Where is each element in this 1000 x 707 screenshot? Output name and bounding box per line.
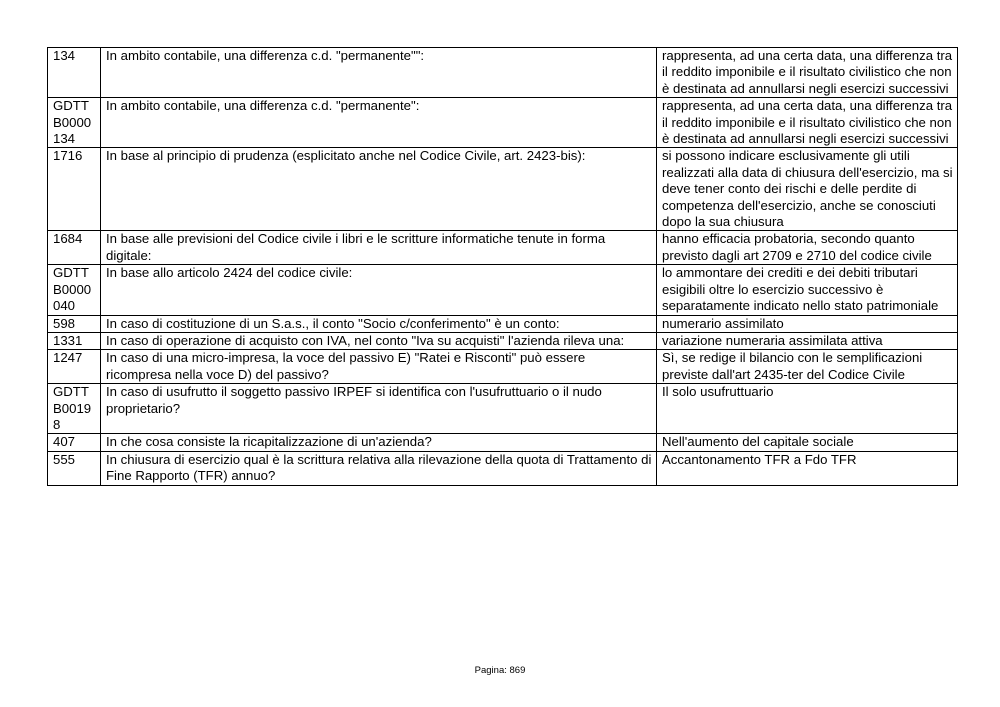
table-row [48,350,958,384]
table-row [48,451,958,485]
page-number: Pagina: 869 [474,665,526,676]
question-text: In base alle previsioni del Codice civile i libri e le scritture informatiche tenute in forma digitale: [101,231,657,265]
question-text: In ambito contabile, una differenza c.d. "permanente": [101,98,657,148]
table-row [48,98,958,148]
answer-text: Sì, se redige il bilancio con le semplificazioni previste dall'art 2435-ter del Codice Civile [657,350,958,384]
table-row [48,265,958,315]
table-row [48,315,958,332]
question-id: GDTTB0000134 [48,98,101,148]
question-text: In chiusura di esercizio qual è la scrittura relativa alla rilevazione della quota di Trattamento di Fine Rapporto (TFR) annuo? [101,451,657,485]
question-id: 555 [48,451,101,485]
question-id: 598 [48,315,101,332]
answer-text: variazione numeraria assimilata attiva [657,332,958,349]
answer-text: Accantonamento TFR a Fdo TFR [657,451,958,485]
table-row [48,148,958,231]
answer-text: numerario assimilato [657,315,958,332]
answer-text: rappresenta, ad una certa data, una differenza tra il reddito imponibile e il risultato civilistico che non è destinata ad annullarsi negli esercizi successivi [657,48,958,98]
table-row [48,48,958,98]
question-text: In base al principio di prudenza (esplicitato anche nel Codice Civile, art. 2423-bis): [101,148,657,231]
question-text: In caso di costituzione di un S.a.s., il conto "Socio c/conferimento" è un conto: [101,315,657,332]
question-text: In che cosa consiste la ricapitalizzazione di un'azienda? [101,434,657,451]
question-text: In caso di usufrutto il soggetto passivo IRPEF si identifica con l'usufruttuario o il nudo proprietario? [101,384,657,434]
question-id: 1684 [48,231,101,265]
question-id: GDTTB0000040 [48,265,101,315]
question-id: GDTTB00198 [48,384,101,434]
answer-text: rappresenta, ad una certa data, una differenza tra il reddito imponibile e il risultato civilistico che non è destinata ad annullarsi negli esercizi successivi [657,98,958,148]
question-text: In ambito contabile, una differenza c.d. "permanente"": [101,48,657,98]
question-id: 134 [48,48,101,98]
answer-text: Nell'aumento del capitale sociale [657,434,958,451]
question-text: In caso di operazione di acquisto con IVA, nel conto "Iva su acquisti" l'azienda rileva una: [101,332,657,349]
table-row [48,231,958,265]
answer-text: lo ammontare dei crediti e dei debiti tributari esigibili oltre lo esercizio successivo è separatamente indicato nello stato patrimoniale [657,265,958,315]
answer-text: hanno efficacia probatoria, secondo quanto previsto dagli art 2709 e 2710 del codice civile [657,231,958,265]
table-row [48,332,958,349]
question-text: In caso di una micro-impresa, la voce del passivo E) "Ratei e Risconti" può essere ricompresa nella voce D) del passivo? [101,350,657,384]
question-id: 1331 [48,332,101,349]
question-id: 1247 [48,350,101,384]
question-text: In base allo articolo 2424 del codice civile: [101,265,657,315]
qa-table [47,47,958,486]
answer-text: Il solo usufruttuario [657,384,958,434]
table-row [48,434,958,451]
table-row [48,384,958,434]
question-id: 407 [48,434,101,451]
answer-text: si possono indicare esclusivamente gli utili realizzati alla data di chiusura dell'esercizio, ma si deve tener conto dei rischi e delle perdite di competenza dell'esercizio, anche se conosciuti dopo la sua chiusura [657,148,958,231]
question-id: 1716 [48,148,101,231]
